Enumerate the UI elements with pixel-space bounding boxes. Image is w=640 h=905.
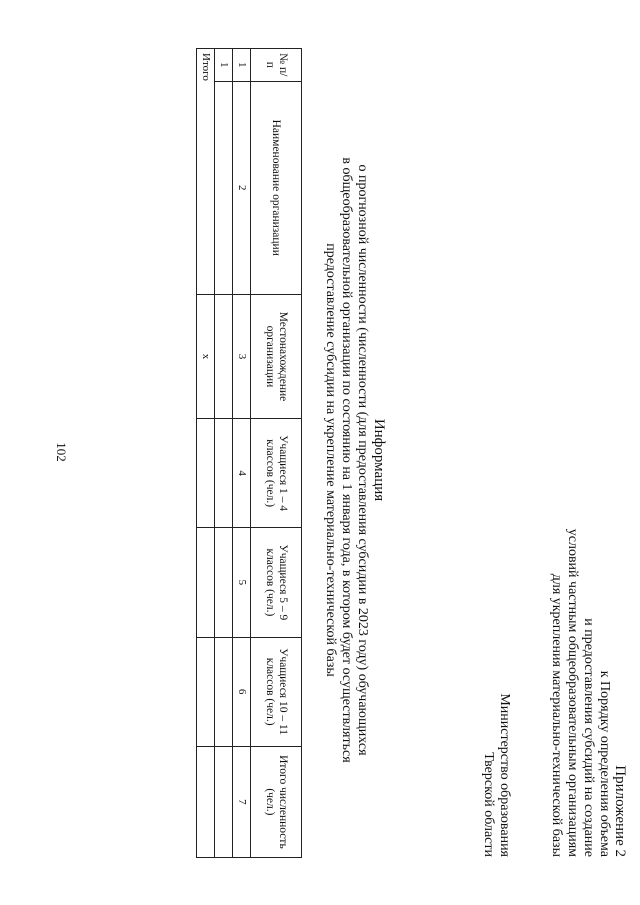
table-cell: 3 <box>233 294 251 418</box>
header-cell: № п/п <box>251 49 302 82</box>
header-cell: Наименование организации <box>251 81 302 294</box>
info-title: Информация <box>371 418 387 502</box>
table-cell <box>215 637 233 746</box>
appendix-title: Приложение 2 <box>612 765 628 857</box>
table-cell: 2 <box>233 81 251 294</box>
page-number: 102 <box>54 442 69 462</box>
appendix-line: и предоставления субсидий на создание <box>581 618 596 857</box>
table-cell <box>215 419 233 528</box>
table-cell <box>197 419 215 528</box>
ministry-block <box>480 557 512 857</box>
table-cell: 1 <box>215 49 233 82</box>
table-header-row <box>251 49 302 858</box>
appendix-line: для укрепления материально-технической базы <box>549 573 564 857</box>
table-cell: 6 <box>233 637 251 746</box>
table-cell <box>197 746 215 857</box>
ministry-line: Тверской области <box>481 752 496 857</box>
table-cell: 4 <box>233 419 251 528</box>
info-text <box>322 120 370 800</box>
table-cell <box>215 528 233 637</box>
table-cell: 7 <box>233 746 251 857</box>
total-label: Итого <box>197 49 215 295</box>
table-row <box>233 49 251 858</box>
ministry-line: Министерство образования <box>497 693 512 857</box>
table-total-row <box>197 49 215 858</box>
table-cell <box>215 81 233 294</box>
appendix-line: к Порядку определения объема <box>597 670 612 857</box>
table-cell: 5 <box>233 528 251 637</box>
appendix-block <box>548 397 628 857</box>
table-cell: 1 <box>233 49 251 82</box>
appendix-line: условий частным общеобразовательным организациям <box>565 528 580 857</box>
info-line: о прогнозной численности (численности (для предоставления субсидии в 2023 году) обучающихся <box>355 164 370 756</box>
table-cell <box>215 294 233 418</box>
table-row <box>215 49 233 858</box>
info-line: в общеобразовательной организации по состоянию на 1 января года, в котором будет осуществляться <box>339 157 354 763</box>
header-cell: Учащиеся 1 – 4 классов (чел.) <box>251 419 302 528</box>
table-cell <box>215 746 233 857</box>
table-cell <box>197 637 215 746</box>
info-line: предоставление субсидии на укрепление материально-технической базы <box>323 243 338 677</box>
header-cell: Местонахождение организации <box>251 294 302 418</box>
header-cell: Итого численность (чел.) <box>251 746 302 857</box>
table-cell: х <box>197 294 215 418</box>
students-table <box>196 48 302 858</box>
table-cell <box>197 528 215 637</box>
header-cell: Учащиеся 10 – 11 классов (чел.) <box>251 637 302 746</box>
header-cell: Учащиеся 5 – 9 классов (чел.) <box>251 528 302 637</box>
